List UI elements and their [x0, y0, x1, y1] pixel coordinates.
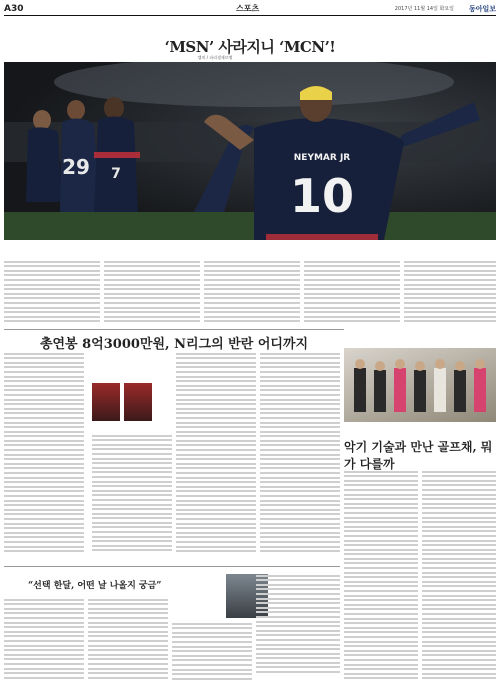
- bottom-column-3: [172, 620, 252, 688]
- golf-column-1: [344, 468, 418, 688]
- middle-column-1: [4, 350, 84, 562]
- photo-illustration: [4, 62, 496, 240]
- article-column-1: [4, 258, 100, 324]
- top-headline: ‘MSN’ 사라지니 ‘MCN’!: [164, 38, 336, 56]
- middle-column-3: [176, 350, 256, 562]
- golf-photo-illustration: [344, 348, 496, 422]
- article-column-2: [104, 258, 200, 324]
- page-number: A30: [4, 3, 24, 14]
- player-photo-2: [124, 383, 152, 421]
- golf-column-2: [422, 468, 496, 688]
- photo-caption: [4, 242, 496, 254]
- section-name: 스포츠: [236, 4, 260, 13]
- article-column-4: [304, 258, 400, 324]
- player-photo-1: [92, 383, 120, 421]
- issue-date: 2017년 11월 14일 화요일: [394, 6, 454, 12]
- jersey-name: NEYMAR JR: [293, 153, 351, 163]
- article-column-5: [404, 258, 496, 324]
- bottom-column-1: [4, 596, 84, 688]
- svg-text:29: 29: [62, 155, 90, 179]
- left-players: [26, 97, 140, 212]
- middle-headline: 총연봉 8억3000만원, N리그의 반란 어디까지: [4, 329, 344, 352]
- main-photo: [4, 62, 496, 240]
- golf-photo: [344, 348, 496, 422]
- photo-credits: [0, 55, 500, 61]
- bottom-headline: “선택 한달, 어떤 날 나올지 궁금”: [28, 581, 162, 591]
- section-divider: [4, 566, 340, 567]
- jersey-number: 10: [289, 169, 355, 223]
- article-column-3: [204, 258, 300, 324]
- masthead: [4, 2, 496, 16]
- middle-column-2: [92, 432, 172, 562]
- svg-text:7: 7: [111, 166, 121, 182]
- bottom-column-4: [256, 572, 340, 688]
- golf-headline: 악기 기술과 만난 골프채, 뭐가 다를까: [344, 440, 493, 471]
- paper-name: 동아일보: [468, 3, 496, 13]
- photo-credit-left: 캡처 / 파리생제르맹: [197, 55, 233, 60]
- bottom-column-2: [88, 596, 168, 688]
- middle-column-4: [260, 350, 340, 562]
